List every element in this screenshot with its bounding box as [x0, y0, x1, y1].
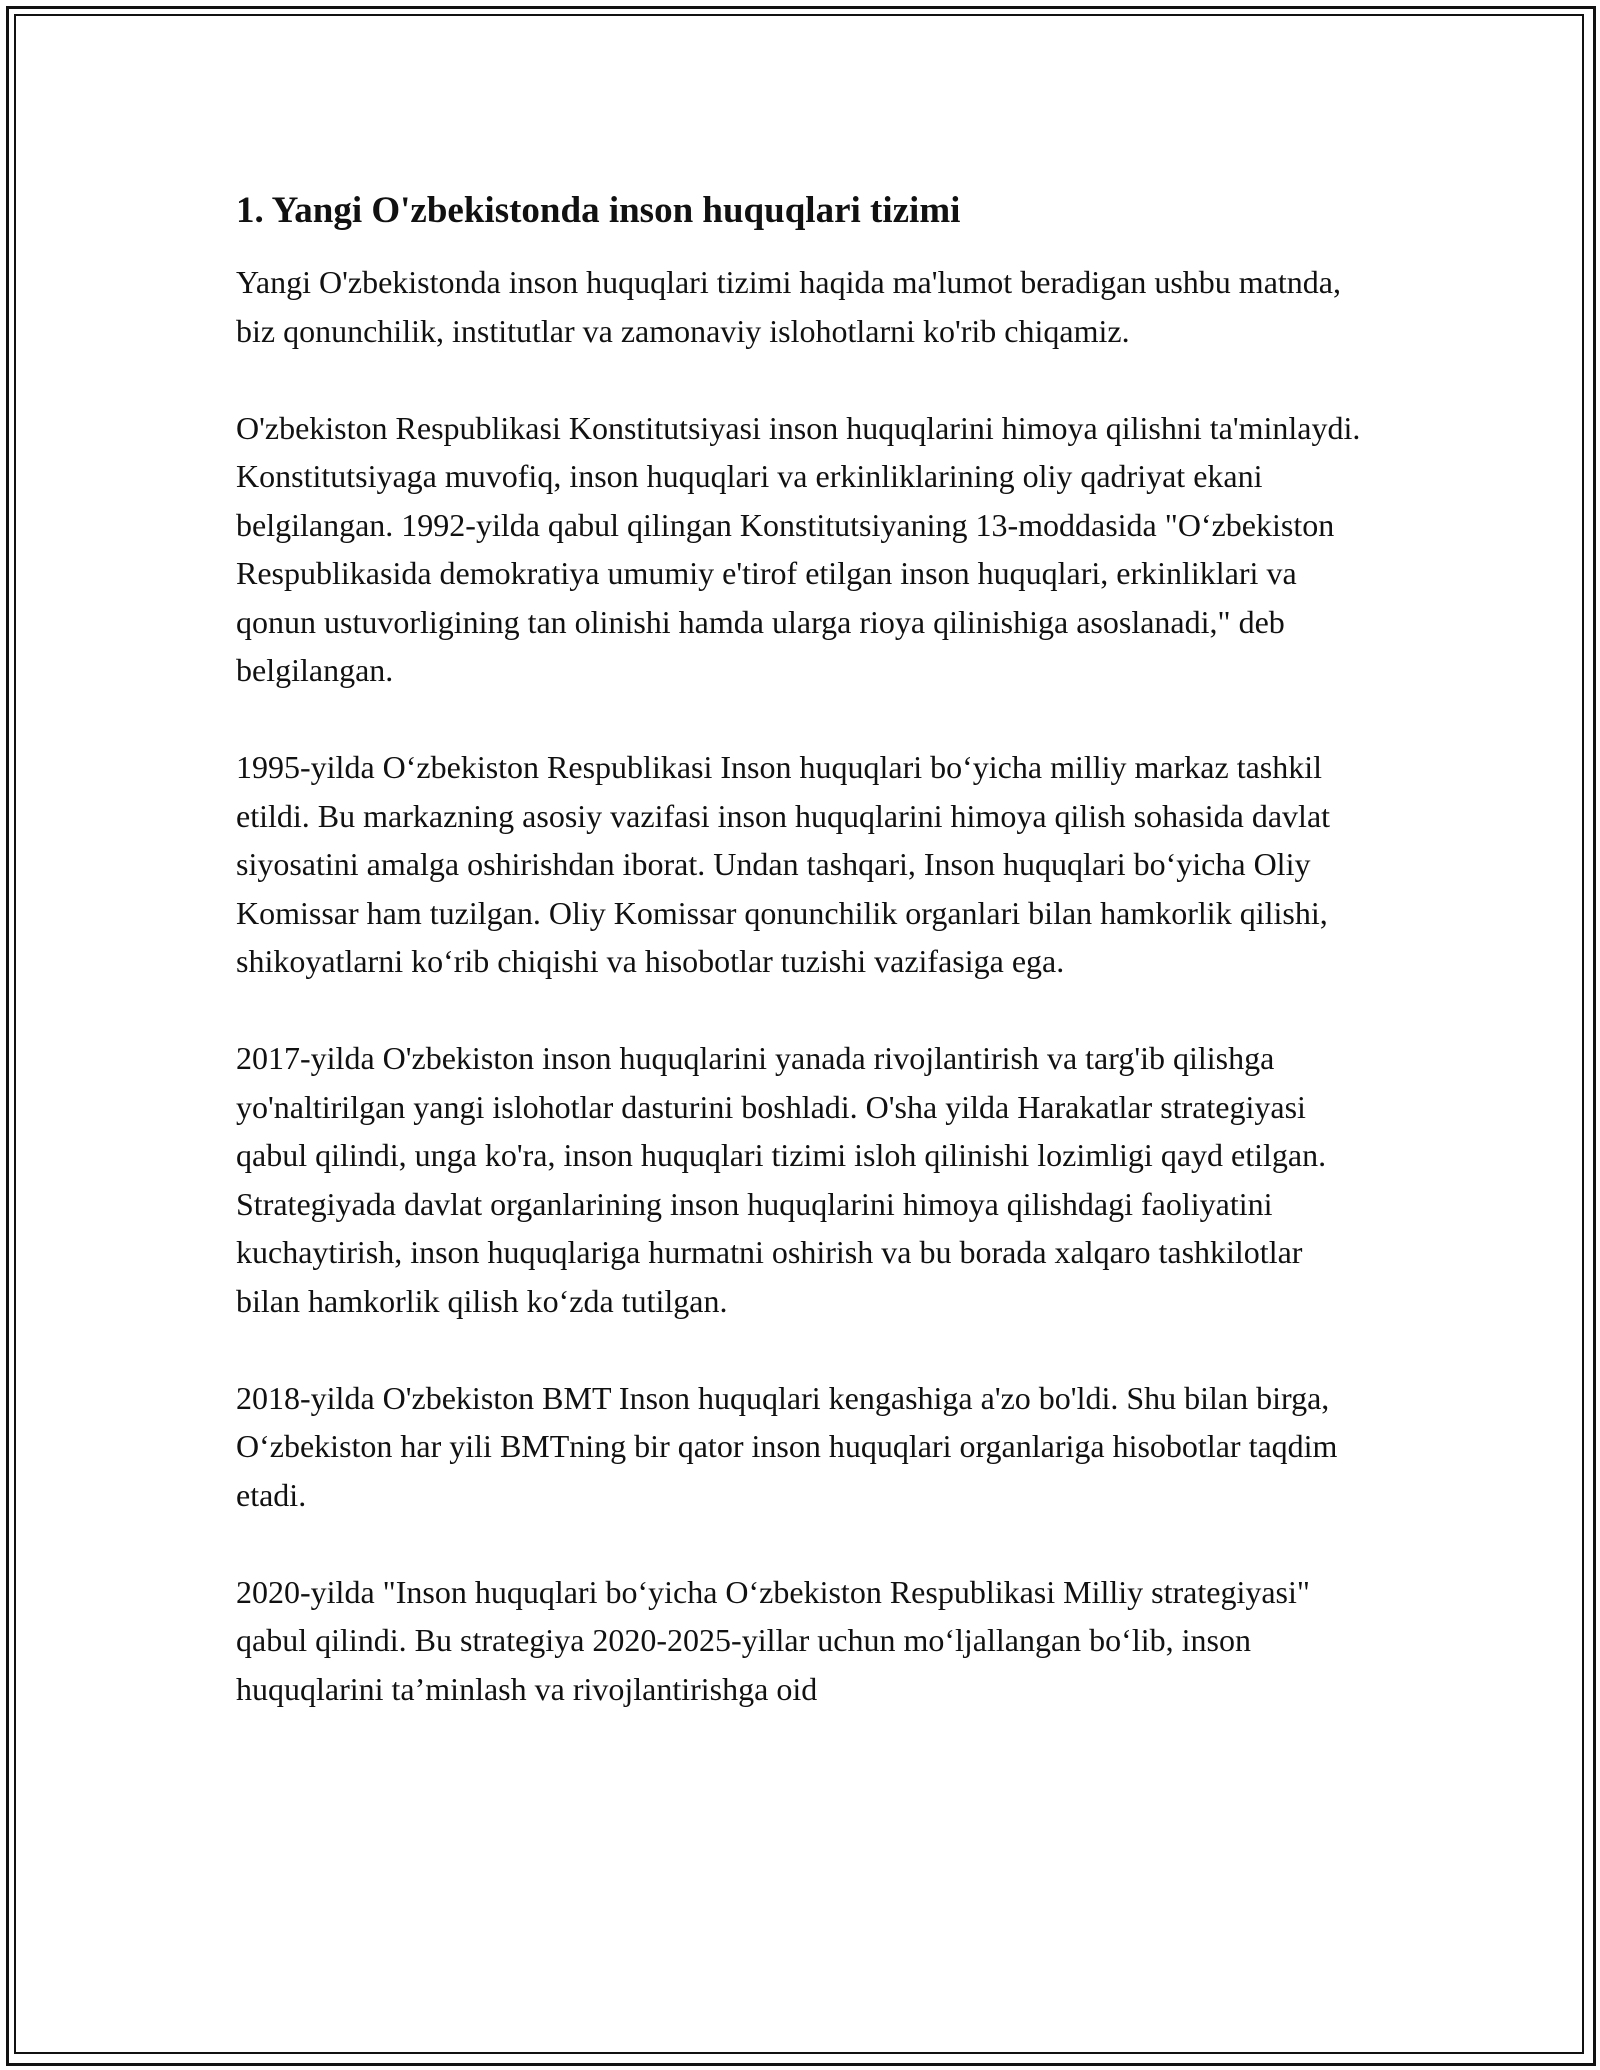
document-heading: 1. Yangi O'zbekistonda inson huquqlari tizimi — [236, 190, 961, 231]
paragraph-national-centre: 1995-yilda Oʻzbekiston Respublikasi Inson huquqlari boʻyicha milliy markaz tashkil etildi. Bu markazning asosiy vazifasi inson huquqlarini himoya qilish sohasida davlat siyosatini amalga oshirishdan iborat. Undan tashqari, Inson huquqlari boʻyicha Oliy Komissar ham tuzilgan. Oliy Komissar qonunchilik organlari bilan hamkorlik qilishi, shikoyatlarni koʻrib chiqishi va hisobotlar tuzishi vazifasiga ega. — [236, 749, 1331, 979]
paragraph-intro: Yangi O'zbekistonda inson huquqlari tizimi haqida ma'lumot beradigan ushbu matnda, biz qonunchilik, institutlar va zamonaviy islohotlarni ko'rib chiqamiz. — [236, 264, 1341, 349]
paragraph-un-council-2018: 2018-yilda O'zbekiston BMT Inson huquqlari kengashiga a'zo bo'ldi. Shu bilan birga, Oʻzbekiston har yili BMTning bir qator inson huquqlari organlariga hisobotlar taqdim etadi. — [236, 1379, 1338, 1513]
paragraph-reforms-2017: 2017-yilda O'zbekiston inson huquqlarini yanada rivojlantirish va targ'ib qilishga yo'naltirilgan yangi islohotlar dasturini boshladi. O'sha yilda Harakatlar strategiyasi qabul qilindi, unga ko'ra, inson huquqlari tizimi isloh qilinishi lozimligi qayd etilgan. Strategiyada davlat organlarining inson huquqlarini himoya qilishdagi faoliyatini kuchaytirish, inson huquqlariga hurmatni oshirish va bu borada xalqaro tashkilotlar bilan hamkorlik qilish koʻzda tutilgan. — [236, 1040, 1327, 1319]
paragraph-constitution: O'zbekiston Respublikasi Konstitutsiyasi inson huquqlarini himoya qilishni ta'minlaydi. Konstitutsiyaga muvofiq, inson huquqlari va erkinliklarining oliy qadriyat ekani belgilangan. 1992-yilda qabul qilingan Konstitutsiyaning 13-moddasida "Oʻzbekiston Respublikasida demokratiya umumiy e'tirof etilgan inson huquqlari, erkinliklari va qonun ustuvorligining tan olinishi hamda ularga rioya qilinishiga asoslanadi," deb belgilangan. — [236, 409, 1361, 688]
paragraph-national-strategy-2020: 2020-yilda "Inson huquqlari boʻyicha Oʻzbekiston Respublikasi Milliy strategiyasi" qabul qilindi. Bu strategiya 2020-2025-yillar uchun moʻljallangan boʻlib, inson huquqlarini taʼminlash va rivojlantirishga oid — [236, 1573, 1310, 1707]
document-page — [236, 186, 1366, 1762]
